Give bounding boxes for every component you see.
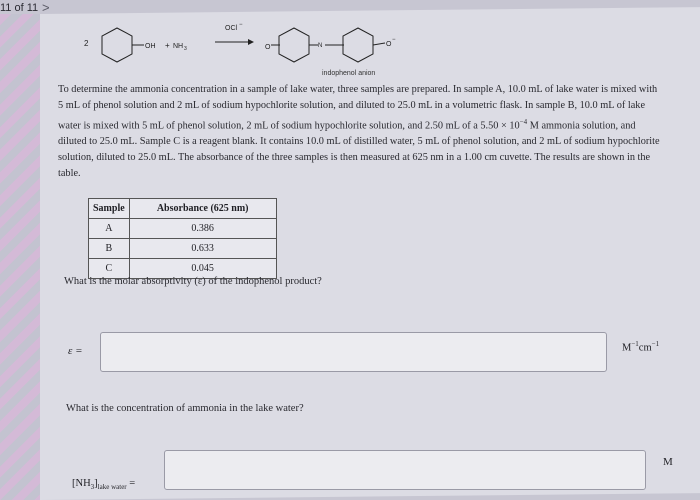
ammonia-concentration-unit: M <box>663 456 673 468</box>
phenoxide-charge: − <box>392 37 396 43</box>
phenoxide-ring <box>325 28 385 62</box>
reagent-charge: − <box>239 22 243 28</box>
next-arrow-icon[interactable]: > <box>42 0 50 15</box>
paragraph-exponent: −4 <box>519 118 528 126</box>
column-header-absorbance: Absorbance (625 nm) <box>129 199 276 219</box>
cell-sample: C <box>89 259 130 279</box>
quinone-ring <box>271 28 318 62</box>
label-bracket-close: ] <box>94 478 98 489</box>
molar-absorptivity-unit <box>622 340 659 354</box>
label-subscript-lake: lake water <box>97 483 127 492</box>
table-header-row <box>89 199 277 219</box>
ammonia-concentration-label <box>72 478 135 491</box>
table-row <box>89 219 277 239</box>
ammonia-subscript: 3 <box>184 46 187 52</box>
reaction-scheme <box>82 16 462 80</box>
unit-cm-exponent: −1 <box>651 340 660 348</box>
cell-sample: A <box>89 219 130 239</box>
question-counter: 11 of 11 <box>0 2 39 14</box>
table-row <box>89 239 277 259</box>
paragraph-text-2: M ammonia solution, and diluted to 25.0 mL. Sample C is a reagent blank. It contains 10.0 mL of distilled water, 5 mL of phenol solution, and 2 mL of sodium hypochlorite solution, diluted to 25.0 mL. The absorbance of the three samples is then measured at 625 nm in a 1.00 cm cuvette. The results are shown in the table. <box>58 120 660 180</box>
cell-absorbance: 0.045 <box>129 259 276 279</box>
product-caption: indophenol anion <box>322 70 376 77</box>
background-decoration <box>0 14 40 500</box>
coefficient: 2 <box>84 39 89 48</box>
question-ammonia-concentration: What is the concentration of ammonia in the lake water? <box>66 403 304 414</box>
label-equals: = <box>129 478 136 489</box>
unit-m: M <box>622 342 632 354</box>
ammonia-label: NH <box>173 43 184 50</box>
problem-paragraph <box>58 82 660 182</box>
cell-sample: B <box>89 239 130 259</box>
imine-n-label: N <box>318 43 323 49</box>
unit-cm: cm <box>638 342 652 354</box>
ketone-o-label: O <box>265 44 271 51</box>
unit-m-exponent: −1 <box>631 340 639 348</box>
reaction-arrow <box>215 39 254 45</box>
label-bracket-nh: [NH <box>72 478 91 489</box>
molar-absorptivity-input[interactable] <box>100 332 607 372</box>
label-subscript-3: 3 <box>90 483 95 492</box>
plus-sign: + <box>165 41 170 50</box>
phenoxide-o-label: O <box>386 41 392 48</box>
paragraph-text-1: To determine the ammonia concentration in a sample of lake water, three samples are prepared. In sample A, 10.0 mL of lake water is mixed with 5 mL of phenol solution and 2 mL of sodium hypochlorite solution, and diluted to 25.0 mL in a volumetric flask. In sample B, 10.0 mL of lake water is mixed with 5 mL of phenol solution, 2 mL of sodium hypochlorite solution, and 2.50 mL of a 5.50 × 10 <box>58 84 658 132</box>
question-molar-absorptivity: What is the molar absorptivity (ε) of the indophenol product? <box>64 276 322 287</box>
reagent-label: OCl <box>225 25 238 32</box>
ammonia-concentration-input[interactable] <box>164 450 646 490</box>
absorbance-table <box>88 198 277 279</box>
cell-absorbance: 0.633 <box>129 239 276 259</box>
column-header-sample: Sample <box>89 199 130 219</box>
phenol-ring <box>102 28 144 62</box>
epsilon-label: ε = <box>68 345 83 357</box>
cell-absorbance: 0.386 <box>129 219 276 239</box>
phenol-oh-label: OH <box>145 43 156 50</box>
